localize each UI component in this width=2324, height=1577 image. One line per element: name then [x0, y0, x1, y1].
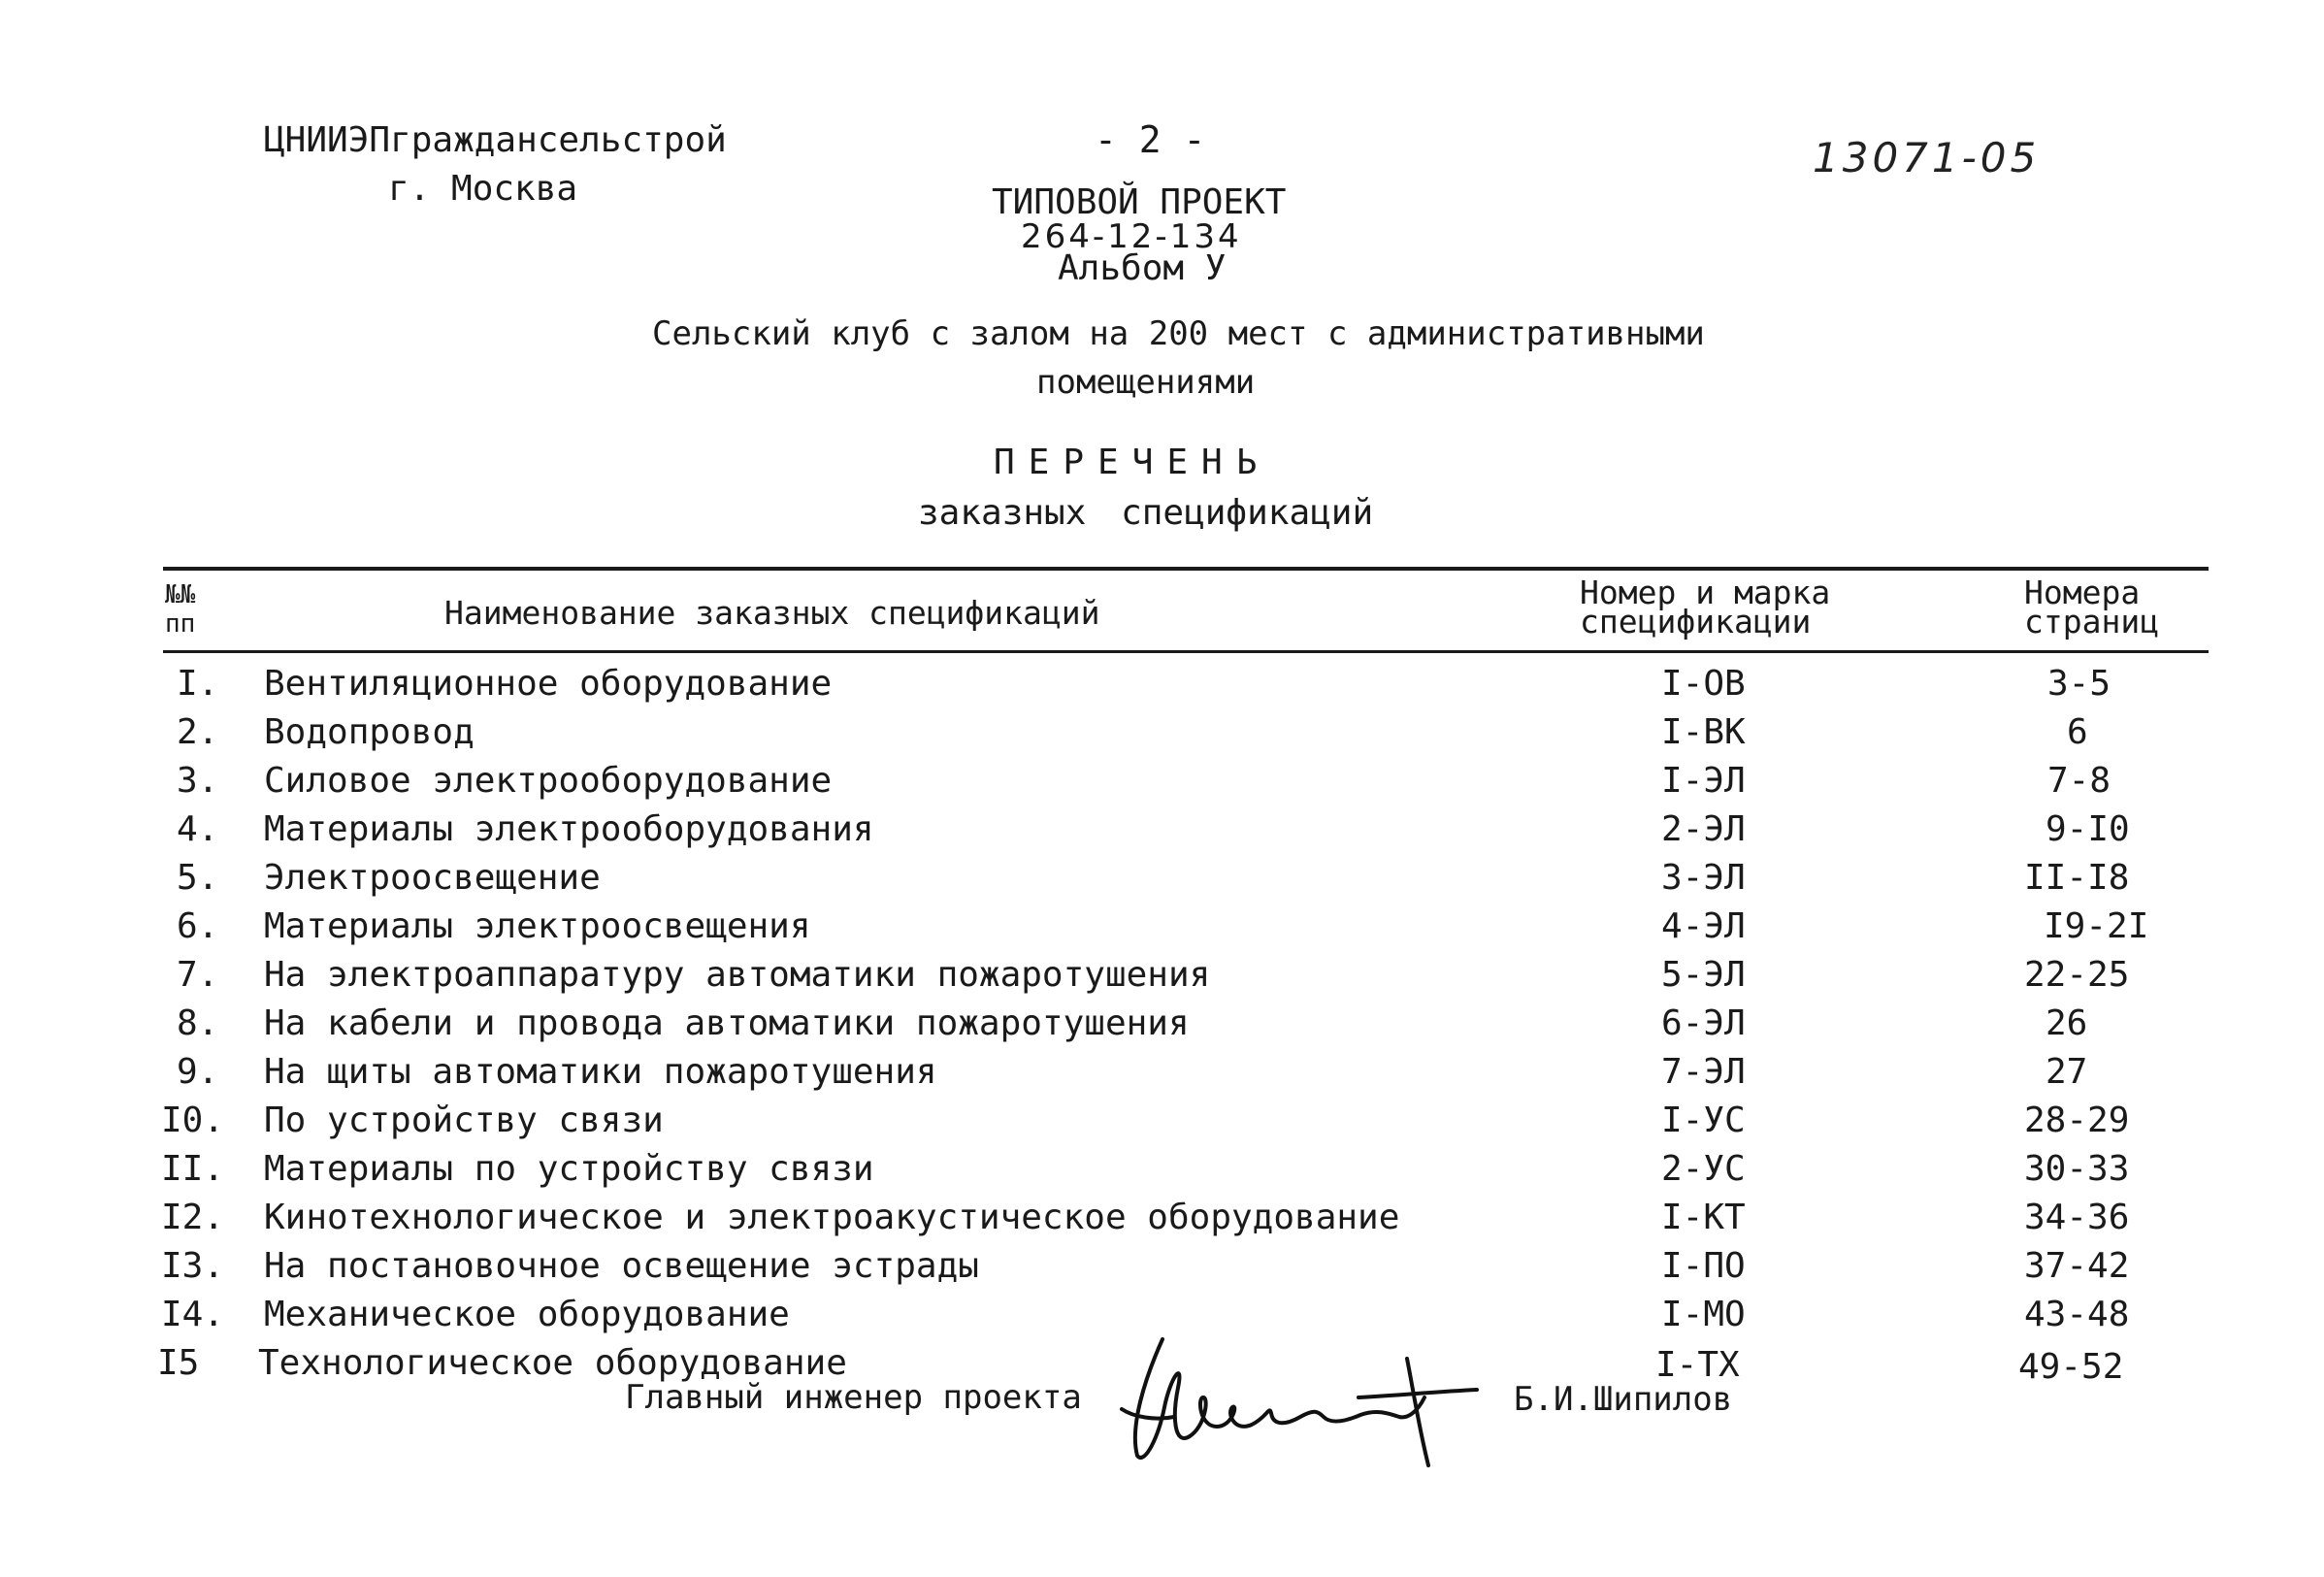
row-name: По устройству связи [264, 1101, 664, 1140]
page-number: - 2 - [1095, 118, 1206, 161]
row-number: 7. [177, 955, 219, 995]
row-code: I-МО [1661, 1295, 1746, 1334]
project-number: 264-12-134 [1021, 217, 1242, 256]
row-pages: I9-2I [2044, 906, 2149, 946]
list-heading: ПЕРЕЧЕНЬ [994, 443, 1271, 482]
row-pages: 49-52 [2018, 1347, 2124, 1387]
row-number: 4. [177, 809, 219, 849]
row-pages: 37-42 [2024, 1246, 2130, 1286]
document-title-line2: помещениями [1036, 363, 1256, 402]
signer-name: Б.И.Шипилов [1514, 1380, 1733, 1419]
row-number: I. [177, 664, 219, 704]
row-pages: 9-I0 [2046, 809, 2130, 849]
row-pages: 7-8 [2047, 761, 2111, 801]
project-label: ТИПОВОЙ ПРОЕКТ [992, 182, 1287, 222]
row-code: I-ЭЛ [1661, 761, 1746, 801]
header-code-line2: спецификации [1580, 603, 1812, 641]
header-code-line1: Номер и марка [1580, 574, 1831, 611]
row-name: Механическое оборудование [264, 1295, 790, 1334]
row-pages: 43-48 [2024, 1295, 2130, 1334]
list-subheading: заказных спецификаций [918, 493, 1374, 533]
row-name: На кабели и провода автоматики пожаротушения [264, 1003, 1190, 1043]
document-title-line1: Сельский клуб с залом на 200 мест с административными [652, 314, 1705, 353]
signer-role: Главный инженер проекта [625, 1378, 1082, 1417]
row-code: 3-ЭЛ [1661, 858, 1746, 898]
row-pages: 27 [2046, 1052, 2088, 1092]
header-name: Наименование заказных спецификаций [444, 594, 1100, 632]
row-name: Кинотехнологическое и электроакустическое оборудование [264, 1198, 1400, 1237]
row-code: I-ОВ [1661, 664, 1746, 704]
row-number: I0. [161, 1101, 225, 1140]
row-code: 2-УС [1661, 1149, 1746, 1189]
header-number [165, 580, 195, 639]
row-pages: 6 [2067, 712, 2088, 752]
row-code: 2-ЭЛ [1661, 809, 1746, 849]
row-pages: II-I8 [2024, 858, 2130, 898]
row-number: I3. [161, 1246, 225, 1286]
row-number: 5. [177, 858, 219, 898]
header-number-line1: №№ [165, 580, 196, 609]
table-header-rule [163, 650, 2209, 653]
row-number: I5 [157, 1343, 200, 1383]
header-pages-line2: страниц [2024, 603, 2160, 641]
row-name: Материалы электроосвещения [264, 906, 811, 946]
row-name: Технологическое оборудование [258, 1343, 847, 1383]
row-name: На щиты автоматики пожаротушения [264, 1052, 937, 1092]
row-number: 2. [177, 712, 219, 752]
row-pages: 3-5 [2047, 664, 2111, 704]
row-code: I-ПО [1661, 1246, 1746, 1286]
table-top-rule [163, 567, 2209, 571]
row-code: 7-ЭЛ [1661, 1052, 1746, 1092]
row-name: Электроосвещение [264, 858, 601, 898]
row-number: II. [161, 1149, 225, 1189]
city-name: г. Москва [388, 169, 578, 209]
row-pages: 26 [2046, 1003, 2088, 1043]
row-code: 6-ЭЛ [1661, 1003, 1746, 1043]
row-number: I4. [161, 1295, 225, 1334]
row-number: 6. [177, 906, 219, 946]
header-number-line2: пп [165, 609, 196, 639]
row-number: I2. [161, 1198, 225, 1237]
row-pages: 22-25 [2024, 955, 2130, 995]
header-pages-line1: Номера [2024, 574, 2141, 611]
row-pages: 34-36 [2024, 1198, 2130, 1237]
row-number: 8. [177, 1003, 219, 1043]
row-name: Силовое электрооборудование [264, 761, 833, 801]
header-code [1580, 574, 1831, 641]
header-pages [2024, 574, 2160, 641]
document-number: 13071-05 [1813, 134, 2041, 181]
row-name: Водопровод [264, 712, 475, 752]
row-pages: 30-33 [2024, 1149, 2130, 1189]
row-name: На электроаппаратуру автоматики пожаротушения [264, 955, 1211, 995]
row-number: 3. [177, 761, 219, 801]
row-code: I-ВК [1661, 712, 1746, 752]
row-name: Вентиляционное оборудование [264, 664, 833, 704]
row-code: I-УС [1661, 1101, 1746, 1140]
row-name: На постановочное освещение эстрады [264, 1246, 979, 1286]
row-name: Материалы электрооборудования [264, 809, 874, 849]
row-code: I-ТХ [1655, 1345, 1740, 1385]
row-code: 5-ЭЛ [1661, 955, 1746, 995]
album-label: Альбом У [1058, 248, 1227, 288]
row-name: Материалы по устройству связи [264, 1149, 874, 1189]
row-pages: 28-29 [2024, 1101, 2130, 1140]
organization-name: ЦНИИЭПграждансельстрой [264, 120, 727, 160]
row-code: 4-ЭЛ [1661, 906, 1746, 946]
signature-mark [1116, 1320, 1485, 1475]
row-number: 9. [177, 1052, 219, 1092]
row-code: I-КТ [1661, 1198, 1746, 1237]
